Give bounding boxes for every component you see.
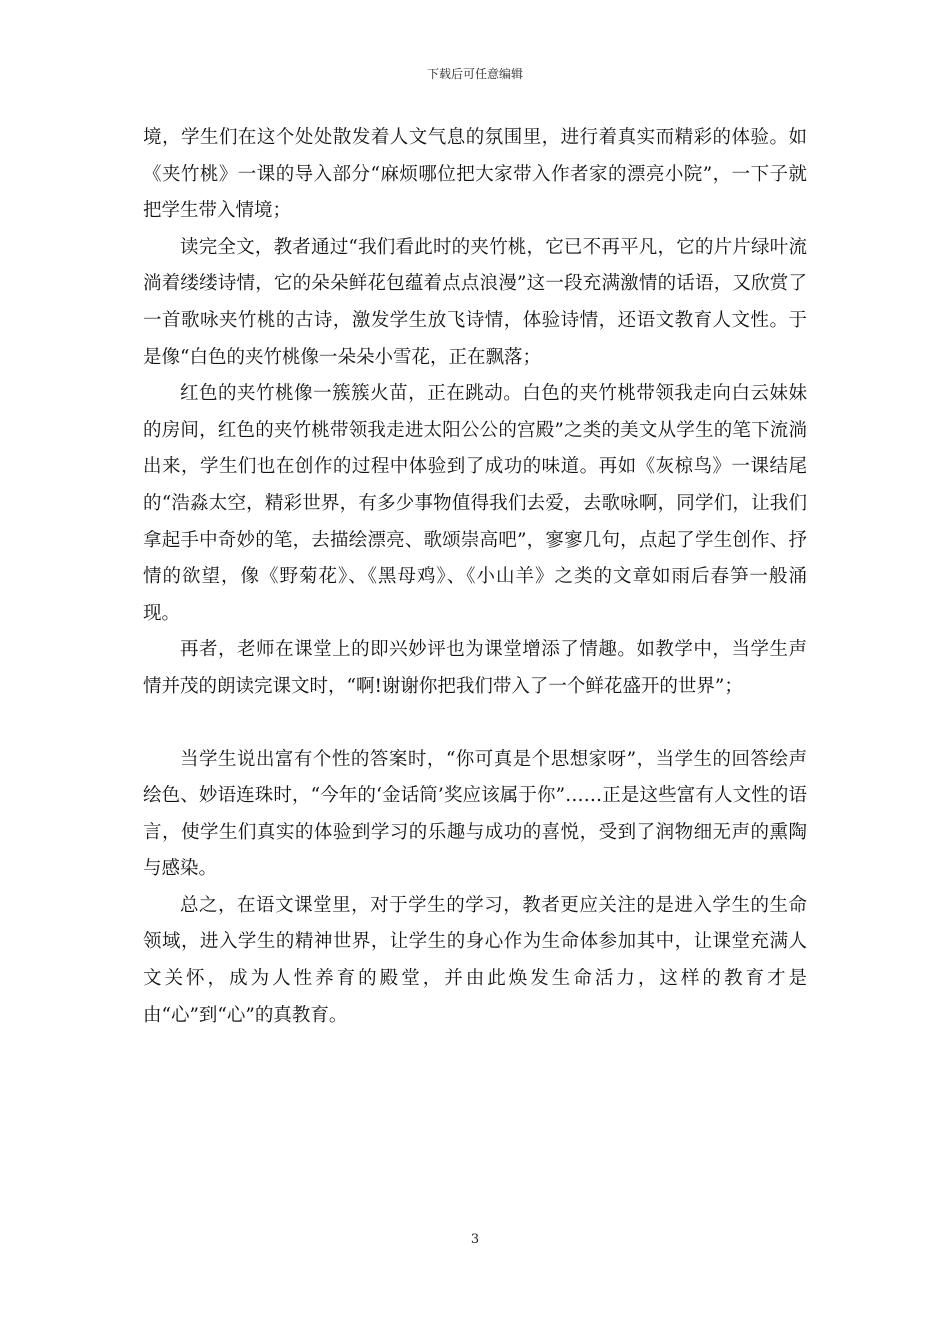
paragraph-gap <box>143 706 807 742</box>
page-number: 3 <box>470 1232 480 1247</box>
paragraph: 再者，老师在课堂上的即兴妙评也为课堂增添了情趣。如教学中，当学生声情并茂的朗读完课文时，“啊!谢谢你把我们带入了一个鲜花盛开的世界”； <box>143 639 807 697</box>
document-body <box>143 120 807 1034</box>
paragraph-continuation: 境，学生们在这个处处散发着人文气息的氛围里，进行着真实而精彩的体验。如《夹竹桃》一课的导入部分“麻烦哪位把大家带入作者家的漂亮小院”，一下子就把学生带入情境； <box>143 127 807 222</box>
paragraph: 当学生说出富有个性的答案时，“你可真是个思想家呀”，当学生的回答绘声绘色、妙语连珠时，“今年的‘金话筒’奖应该属于你”……正是这些富有人文性的语言，使学生们真实的体验到学习的乐趣与成功的喜悦，受到了润物细无声的熏陶与感染。 <box>143 748 807 880</box>
page-header: 下载后可任意编辑 <box>426 67 523 81</box>
paragraph: 总之，在语文课堂里，对于学生的学习，教者更应关注的是进入学生的生命领域，进入学生的精神世界，让学生的身心作为生命体参加其中，让课堂充满人文关怀，成为人性养育的殿堂，并由此焕发生命活力，这样的教育才是由“心”到“心”的真教育。 <box>143 894 807 1026</box>
paragraph: 读完全文，教者通过“我们看此时的夹竹桃，它已不再平凡，它的片片绿叶流淌着缕缕诗情，它的朵朵鲜花包蕴着点点浪漫”这一段充满激情的话语，又欣赏了一首歌咏夹竹桃的古诗，激发学生放飞诗情，体验诗情，还语文教育人文性。于是像“白色的夹竹桃像一朵朵小雪花，正在飘落； <box>143 236 807 368</box>
paragraph: 红色的夹竹桃像一簇簇火苗，正在跳动。白色的夹竹桃带领我走向白云妹妹的房间，红色的夹竹桃带领我走进太阳公公的宫殿”之类的美文从学生的笔下流淌出来，学生们也在创作的过程中体验到了成功的味道。再如《灰椋鸟》一课结尾的“浩淼太空，精彩世界，有多少事物值得我们去爱，去歌咏啊，同学们，让我们拿起手中奇妙的笔，去描绘漂亮、歌颂崇高吧”，寥寥几句，点起了学生创作、抒情的欲望，像《野菊花》、《黑母鸡》、《小山羊》之类的文章如雨后春笋一般涌现。 <box>143 383 807 624</box>
